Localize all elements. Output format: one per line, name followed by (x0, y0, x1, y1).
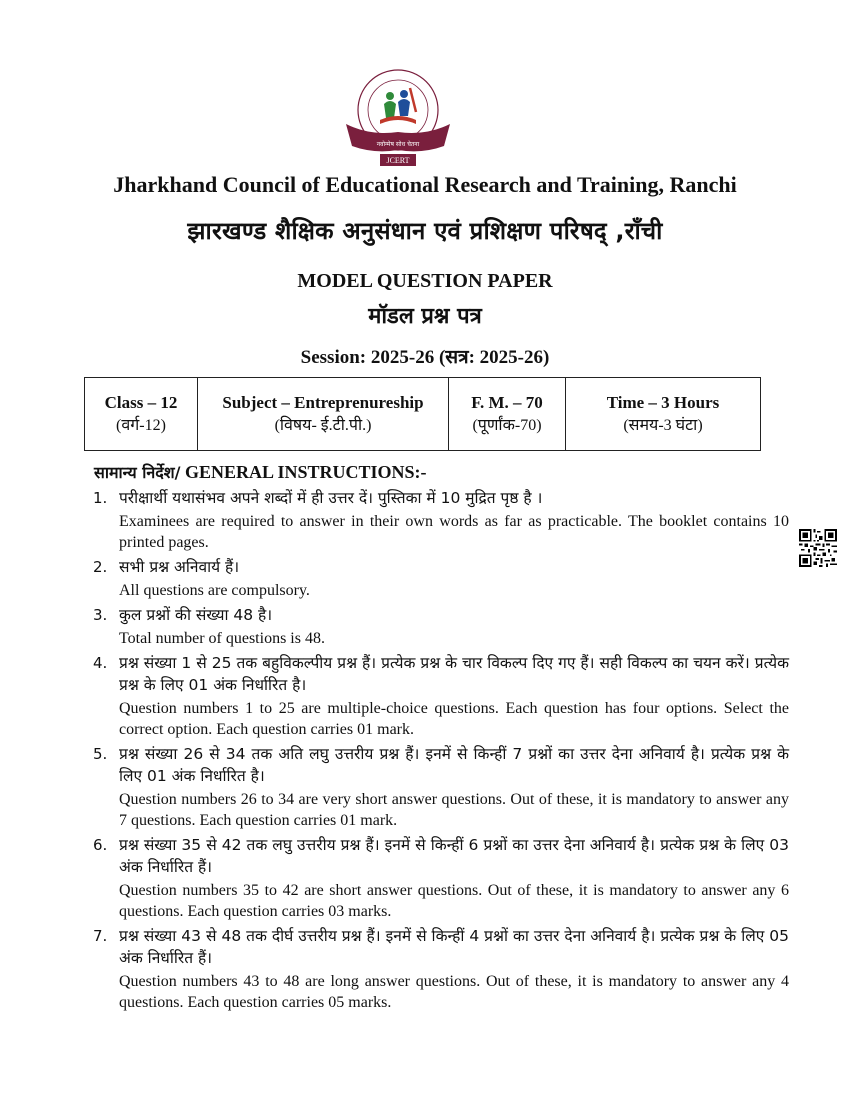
instruction-number: 5. (93, 745, 108, 763)
instruction-number: 2. (93, 558, 108, 576)
jcert-logo (340, 66, 456, 172)
session-line: Session: 2025-26 (सत्र: 2025-26) (300, 347, 550, 368)
instruction-item (93, 487, 789, 553)
instruction-text-hi: प्रश्न संख्या 26 से 34 तक अति लघु उत्तरीय प्रश्न हैं। इनमें से किन्हीं 7 प्रश्नों का उत्तर देना अनिवार्य है। प्रत्येक प्रश्न के लिए 01 अंक निर्धारित है। (119, 745, 789, 785)
instruction-number: 1. (93, 489, 108, 507)
time-en: Time – 3 Hours (606, 392, 720, 412)
organization-name-en: Jharkhand Council of Educational Research and Training, Ranchi (113, 172, 737, 197)
instruction-text-hi: प्रश्न संख्या 43 से 48 तक दीर्घ उत्तरीय प्रश्न हैं। इनमें से किन्हीं 4 प्रश्नों का उत्तर देना अनिवार्य है। प्रत्येक प्रश्न के लिए 05 अंक निर्धारित हैं। (119, 927, 789, 967)
class-en: Class – 12 (104, 392, 178, 412)
class-hi: (वर्ग-12) (116, 416, 166, 434)
general-instructions-heading (94, 461, 427, 483)
organization-name-hi: झारखण्ड शैक्षिक अनुसंधान एवं प्रशिक्षण परिषद् ,राँची (187, 217, 663, 245)
instruction-text-en: Question numbers 43 to 48 are long answer questions. Out of these, it is mandatory to answer any 4 questions. Each question carries 05 marks. (119, 973, 789, 1011)
instruction-item (93, 834, 789, 922)
subject-cell (198, 378, 449, 451)
instruction-number: 6. (93, 836, 108, 854)
instruction-number: 4. (93, 654, 108, 672)
instruction-number: 3. (93, 606, 108, 624)
logo-abbr: JCERT (386, 156, 410, 165)
instruction-text-hi: सभी प्रश्न अनिवार्य हैं। (119, 558, 240, 576)
instructions-title-en: GENERAL INSTRUCTIONS:- (180, 462, 427, 482)
time-cell (566, 378, 761, 451)
qr-code-icon (799, 529, 837, 567)
time-hi: (समय-3 घंटा) (623, 416, 703, 434)
full-marks-en: F. M. – 70 (471, 392, 543, 412)
instruction-item (93, 925, 789, 1013)
instruction-item (93, 556, 789, 601)
exam-info-table (84, 377, 761, 451)
subject-en: Subject – Entreprenureship (222, 392, 424, 412)
instructions-list (93, 487, 789, 1016)
instruction-item (93, 604, 789, 649)
logo-motto: नवोन्मेष सोध चेतना (376, 141, 420, 148)
instruction-number: 7. (93, 927, 108, 945)
instruction-text-hi: प्रश्न संख्या 1 से 25 तक बहुविकल्पीय प्रश्न हैं। प्रत्येक प्रश्न के चार विकल्प दिए गए हैं। सही विकल्प का चयन करें। प्रत्येक प्रश्न के लिए 01 अंक निर्धारित है। (119, 654, 789, 694)
instruction-text-en: Question numbers 1 to 25 are multiple-choice questions. Each question has four options. Select the correct option. Each question carries 01 mark. (119, 700, 789, 738)
instruction-text-en: All questions are compulsory. (119, 582, 310, 599)
instruction-text-hi: परीक्षार्थी यथासंभव अपने शब्दों में ही उत्तर दें। पुस्तिका में 10 मुद्रित पृष्ठ है । (119, 489, 543, 507)
class-cell (85, 378, 198, 451)
instruction-item (93, 743, 789, 831)
full-marks-hi: (पूर्णांक-70) (472, 416, 542, 434)
instruction-text-hi: कुल प्रश्नों की संख्या 48 है। (119, 606, 273, 624)
instruction-item (93, 652, 789, 740)
instructions-title-hi: सामान्य निर्देश/ (94, 463, 181, 482)
paper-title-hi: मॉडल प्रश्न पत्र (368, 304, 482, 329)
instruction-text-en: Question numbers 35 to 42 are short answer questions. Out of these, it is mandatory to answer any 6 questions. Each question carries 03 marks. (119, 882, 789, 920)
instruction-text-hi: प्रश्न संख्या 35 से 42 तक लघु उत्तरीय प्रश्न हैं। इनमें से किन्हीं 6 प्रश्नों का उत्तर देना अनिवार्य है। प्रत्येक प्रश्न के लिए 03 अंक निर्धारित हैं। (119, 836, 789, 876)
subject-hi: (विषय- ई.टी.पी.) (274, 416, 372, 434)
paper-title-en: MODEL QUESTION PAPER (297, 270, 553, 292)
full-marks-cell (449, 378, 566, 451)
instruction-text-en: Question numbers 26 to 34 are very short answer questions. Out of these, it is mandatory to answer any 7 questions. Each question carries 01 mark. (119, 791, 789, 829)
instruction-text-en: Examinees are required to answer in their own words as far as practicable. The booklet contains 10 printed pages. (119, 513, 789, 551)
instruction-text-en: Total number of questions is 48. (119, 630, 325, 647)
